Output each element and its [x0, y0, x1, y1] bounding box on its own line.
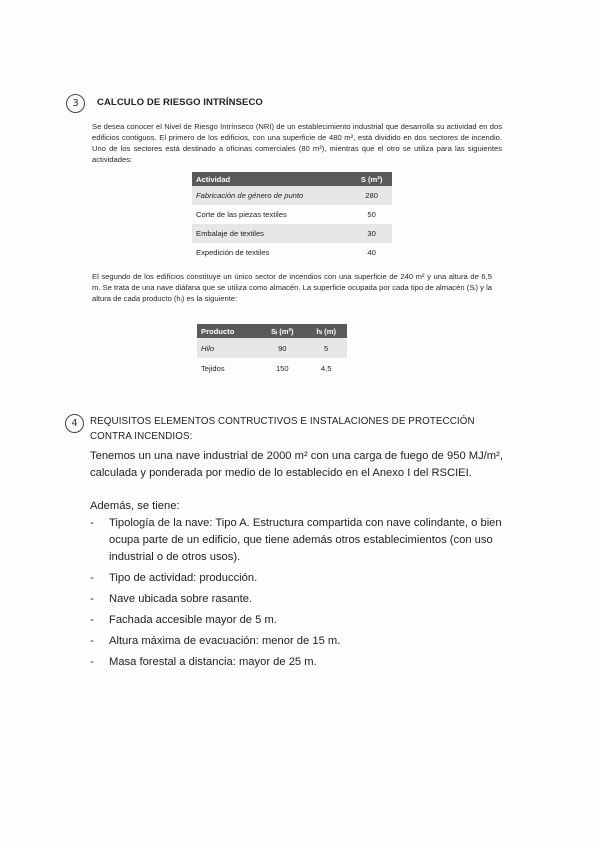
table-row: [197, 358, 347, 378]
table-cell: 5: [305, 338, 347, 358]
table-row: [192, 205, 392, 224]
list-item: [90, 515, 510, 566]
table-cell: 280: [351, 186, 392, 205]
list-item: [90, 654, 510, 671]
table-header-row: [197, 324, 347, 338]
table-cell: 50: [367, 210, 376, 219]
list-item: [90, 591, 510, 608]
table-header-row: [192, 172, 392, 186]
list-item-text: Altura máxima de evacuación: menor de 15 m.: [109, 635, 341, 647]
section-3-number: 3: [66, 94, 85, 113]
table-row: [192, 186, 392, 205]
bullet-dash: -: [90, 656, 94, 668]
bullet-dash: -: [90, 572, 94, 584]
table-cell: Corte de las piezas textiles: [196, 210, 287, 219]
list-item-text: Tipo de actividad: producción.: [109, 572, 258, 584]
bullet-dash: -: [90, 614, 94, 626]
list-item: [90, 570, 510, 587]
section-4-title: REQUISITOS ELEMENTOS CONTRUCTIVOS E INSTALACIONES DE PROTECCIÓN CONTRA INCENDIOS:: [90, 416, 475, 442]
table-cell: Tejidos: [201, 363, 225, 373]
bullet-dash: -: [90, 635, 94, 647]
table-row: [197, 338, 347, 358]
table-cell: Hilo: [197, 338, 259, 358]
bullet-dash: -: [90, 593, 94, 605]
table-cell: 40: [367, 248, 376, 257]
bullet-dash: -: [90, 517, 94, 529]
table-row: [192, 224, 392, 243]
table-cell: Fabricación de género de punto: [192, 186, 351, 205]
list-item-text: Nave ubicada sobre rasante.: [109, 593, 253, 605]
table-cell: 150: [275, 363, 289, 373]
table-header-cell: S (m²): [351, 172, 392, 186]
table-cell: 30: [351, 224, 392, 243]
section-3-title: CALCULO DE RIESGO INTRÍNSECO: [97, 97, 263, 108]
table-header-cell: Producto: [197, 324, 259, 338]
section-4-number: 4: [65, 414, 84, 433]
table-cell: 90: [259, 338, 305, 358]
table-header-cell: Sᵢ (m²): [259, 324, 305, 338]
list-item-text: Masa forestal a distancia: mayor de 25 m.: [109, 656, 317, 668]
requirements-list: [90, 515, 510, 675]
list-item: [90, 612, 510, 629]
products-table: [197, 324, 347, 378]
activities-table: [192, 172, 392, 262]
table-cell: Expedición de textiles: [196, 248, 270, 257]
section-4-paragraph-1: Tenemos un una nave industrial de 2000 m² con una carga de fuego de 950 MJ/m², calculada y ponderada por medio de lo establecido en el Anexo I del RSCIEI.: [90, 450, 503, 479]
table-cell: 4,5: [320, 363, 332, 373]
table-header-cell: Actividad: [192, 172, 351, 186]
table-cell: Embalaje de textiles: [192, 224, 351, 243]
section-3-paragraph-2: El segundo de los edificios constituye un único sector de incendios con una superficie de 240 m² y una altura de 6,5 m. Se trata de una nave diáfana que se utiliza como almacén. La superficie ocupada por cada tipo de almacén (Sᵢ) y la altura de cada producto (hᵢ) es la siguiente:: [92, 272, 492, 303]
table-row: [192, 243, 392, 262]
list-item-text: Tipología de la nave: Tipo A. Estructura compartida con nave colindante, o bien ocupa parte de un edificio, que tiene además otros establecimientos (con uso industrial o de otros usos).: [109, 517, 502, 563]
list-item-text: Fachada accesible mayor de 5 m.: [109, 614, 277, 626]
table-header-cell: hᵢ (m): [305, 324, 347, 338]
section-3-paragraph-1: Se desea conocer el Nivel de Riesgo Intrínseco (NRI) de un establecimiento industrial que desarrolla su actividad en dos edificios contiguos. El primero de los edificios, con una superficie de 480 m², está dividido en dos sectores de incendio. Uno de los sectores está destinado a oficinas comerciales (80 m²), mientras que el otro se utiliza para las siguientes actividades:: [92, 122, 502, 164]
section-4-paragraph-2: Además, se tiene:: [90, 500, 180, 512]
list-item: [90, 633, 510, 650]
